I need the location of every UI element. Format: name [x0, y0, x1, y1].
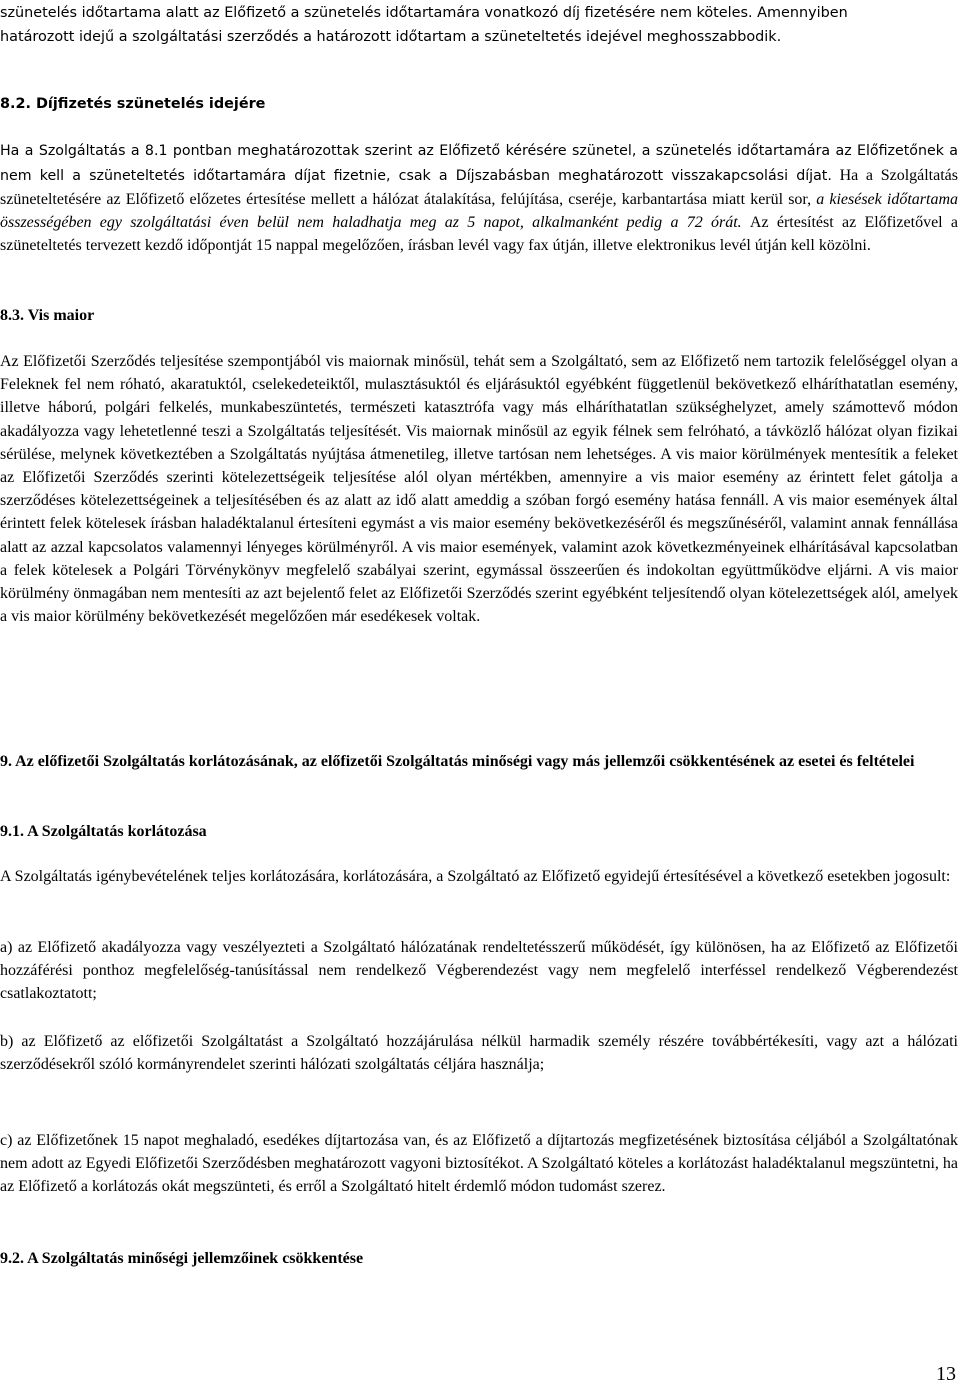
section-9-2-heading: 9.2. A Szolgáltatás minőségi jellemzőinek csökkentése	[0, 1250, 364, 1267]
section-8-2-text-b: Ha a Szolgáltatás szüneteltetésére az Előfizető előzetes értesítése mellett a hálózat átalakítása, felújítása, cseréje, karbantartása miatt kerül sor,	[0, 166, 959, 208]
intro-line-2: határozott idejű a szolgáltatási szerződés a határozott időtartam a szüneteltetés idejével meghosszabbodik.	[0, 28, 782, 45]
section-9-1-item-c: c) az Előfizetőnek 15 napot meghaladó, esedékes díjtartozása van, és az Előfizető a díjtartozás megfizetésének biztosítása céljából a Szolgáltatónak nem adott az Egyedi Előfizetői Szerződésben meghatározott vagyoni biztosítékot. A Szolgáltató köteles a korlátozást haladéktalanul megszüntetni, ha az Előfizető a korlátozás okát megszünteti, és erről a Szolgáltató hitelt érdemlő módon tudomást szerez.	[0, 1132, 958, 1196]
section-8-3-paragraph: Az Előfizetői Szerződés teljesítése szempontjából vis maiornak minősül, tehát sem a Szolgáltató, sem az Előfizető nem tartozik felelőséggel olyan a Feleknek fel nem róható, akaratuktól, cselekedeteiktől, mulasztásuktól és eljárásuktól egyébként függetlenül bekövetkező elháríthatatlan esemény, illetve háború, polgári felkelés, munkabeszüntetés, természeti katasztrófa vagy más elháríthatatlan szükséghelyzet, amely számottevő módon akadályozza vagy lehetetlenné teszi a Szolgáltatás teljesítését. Vis maiornak minősül az egyik félnek sem felróható, a távközlő hálózat olyan fizikai sérülése, melynek következtében a Szolgáltatás nyújtása átmenetileg, illetve tartósan nem lehetséges. A vis maior körülmények mentesítik a feleket az Előfizetői Szerződés szerinti kötelezettségeik teljesítése alól olyan mértékben, amennyire a vis maior esemény az érintett felet gátolja a szerződéses kötelezettségeinek a teljesítésében és az alatt az idő alatt ameddig a szóban forgó esemény hatása fennáll. A vis maior események által érintett felek kötelesek írásban haladéktalanul értesíteni egymást a vis maior esemény bekövetkezéséről és megszűnéséről, valamint annak fennállása alatt az azzal kapcsolatos valamennyi lényeges körülményről. A vis maior események, valamint azok következményeinek elhárításával kapcsolatban a felek kötelesek a Polgári Törvénykönyv megfelelő szabályai szerint, egymással összeerűen és indokoltan együttműködve eljárni. A vis maior körülmény önmagában nem mentesíti az azt bejelentő felet az Előfizetői Szerződés szerint egyébként teljesítendő olyan kötelezettségek alól, amelyek a vis maior körülmény bekövetkezését megelőzően már esedékesek voltak.	[0, 353, 958, 626]
section-8-2-heading: 8.2. Díjfizetés szünetelés idejére	[0, 96, 266, 112]
section-9-1-item-a: a) az Előfizető akadályozza vagy veszélyezteti a Szolgáltató hálózatának rendeltetésszerű működését, így különösen, ha az Előfizető az Előfizetői hozzáférési ponthoz megfelelőség-tanúsítással nem rendelkező Végberendezést vagy nem megfelelő interféssel rendelkező Végberendezést csatlakoztatott;	[0, 939, 958, 1003]
intro-line-1: szünetelés időtartama alatt az Előfizető a szünetelés időtartamára vonatkozó díj fizetésére nem köteles. Amennyiben	[0, 5, 848, 21]
section-8-2-text-italic: a kiesések időtartama összességében egy szolgáltatási éven belül nem haladhatja meg az 5 napot, alkalmanként pedig a 72 órát.	[0, 191, 959, 232]
page-number: 13	[936, 1363, 956, 1385]
section-9-1-item-b: b) az Előfizető az előfizetői Szolgáltatást a Szolgáltató hozzájárulása nélkül harmadik személy részére továbbértékesíti, vagy azt a hálózati szerződésekről szóló kormányrendelet szerinti hálózati szolgáltatás céljára használja;	[0, 1033, 958, 1074]
section-8-3-heading: 8.3. Vis maior	[0, 307, 95, 324]
section-9-1-intro: A Szolgáltatás igénybevételének teljes korlátozására, korlátozására, a Szolgáltató az Előfizető egyidejű értesítésével a következő esetekben jogosult:	[0, 868, 951, 885]
section-8-2-text-a: Ha a Szolgáltatás a 8.1 pontban meghatározottak szerint az Előfizető kérésére szünetel, a szünetelés időtartamára az Előfizetőnek a nem kell a szüneteltetés időtartamára díjat fizetnie, csak a Díjszabásban meghatározott visszakapcsolási díjat.	[0, 143, 958, 184]
section-8-2-text-d: Az értesítést az Előfizetővel a szüneteltetés tervezett kezdő időpontját 15 nappal megelőzően, írásban levél vagy fax útján, illetve elektronikus levél útján kell közölni.	[0, 214, 958, 255]
section-9-1-heading: 9.1. A Szolgáltatás korlátozása	[0, 823, 207, 840]
intro-paragraph	[0, 2, 958, 49]
section-8-2-paragraph	[0, 140, 958, 258]
section-9-heading: 9. Az előfizetői Szolgáltatás korlátozásának, az előfizetői Szolgáltatás minőségi vagy más jellemzői csökkentésének az esetei és feltételei	[0, 753, 915, 770]
